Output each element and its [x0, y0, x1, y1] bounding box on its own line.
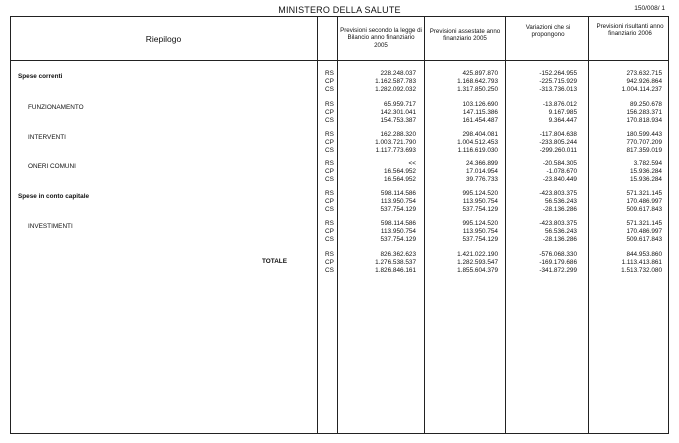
row-codes	[325, 101, 334, 124]
value-column-2	[428, 70, 498, 93]
row-label-spese-correnti: Spese correnti	[18, 73, 63, 80]
cell-value: 1.162.587.783	[375, 77, 416, 85]
cell-value: 154.753.387	[380, 116, 416, 124]
row-label-oneri-comuni: ONERI COMUNI	[28, 163, 76, 170]
cell-value: -576.068.330	[539, 251, 577, 258]
code-rs: RS	[325, 160, 334, 167]
cell-value: 1.317.850.250	[457, 85, 498, 93]
value-column-4	[592, 131, 662, 154]
cell-value: 1.282.593.547	[457, 258, 498, 266]
cell-value: -423.803.375	[539, 190, 577, 197]
row-label-totale: TOTALE	[262, 258, 287, 265]
code-rs: RS	[325, 251, 334, 258]
code-rs: RS	[325, 101, 334, 108]
cell-value: 537.754.129	[462, 235, 498, 243]
value-column-3	[507, 160, 577, 183]
cell-value: 995.124.520	[462, 220, 498, 227]
cell-value: 571.321.145	[626, 220, 662, 227]
cell-value: 3.782.594	[633, 160, 662, 167]
cell-value: 113.950.754	[462, 197, 498, 205]
table-row	[10, 251, 669, 275]
cell-value: 537.754.129	[380, 235, 416, 243]
cell-value: 156.283.371	[626, 108, 662, 116]
value-column-2	[428, 160, 498, 183]
cell-value: 598.114.586	[380, 220, 416, 227]
cell-value: 942.926.864	[626, 77, 662, 85]
code-cs: CS	[325, 235, 334, 243]
code-cp: CP	[325, 167, 334, 175]
row-label-interventi: INTERVENTI	[28, 134, 66, 141]
row-codes	[325, 220, 334, 243]
cell-value: 56.536.243	[545, 197, 577, 205]
cell-value: 770.707.209	[626, 138, 662, 146]
col-header-assestate-2005: Previsioni assestate anno finanziario 2005	[429, 28, 501, 43]
cell-value: 16.564.952	[384, 175, 416, 183]
value-column-3	[507, 220, 577, 243]
cell-value: 1.513.732.080	[621, 266, 662, 274]
cell-value: 170.486.997	[626, 227, 662, 235]
value-column-1	[346, 131, 416, 154]
value-column-1	[346, 251, 416, 274]
value-column-2	[428, 131, 498, 154]
cell-value: -313.736.013	[539, 85, 577, 93]
value-column-4	[592, 160, 662, 183]
value-column-4	[592, 190, 662, 213]
cell-value: 509.617.843	[626, 235, 662, 243]
cell-value: 180.599.443	[626, 131, 662, 138]
cell-value: 1.116.619.030	[457, 146, 498, 154]
cell-value: -233.805.244	[539, 138, 577, 146]
cell-value: -341.872.299	[539, 266, 577, 274]
code-cs: CS	[325, 205, 334, 213]
value-column-2	[428, 220, 498, 243]
cell-value: -423.803.375	[539, 220, 577, 227]
code-cs: CS	[325, 85, 334, 93]
cell-value: 161.454.487	[462, 116, 498, 124]
cell-value: 995.124.520	[462, 190, 498, 197]
code-rs: RS	[325, 220, 334, 227]
cell-value: -169.179.686	[539, 258, 577, 266]
value-column-2	[428, 251, 498, 274]
col-header-risultanti-2006: Previsioni risultanti anno finanziario 2006	[596, 23, 664, 38]
cell-value: 509.617.843	[626, 205, 662, 213]
code-cs: CS	[325, 175, 334, 183]
cell-value: 9.364.447	[548, 116, 577, 124]
cell-value: 537.754.129	[380, 205, 416, 213]
riepilogo-header: Riepilogo	[145, 34, 182, 44]
table-row	[10, 220, 669, 244]
cell-value: -28.136.286	[542, 235, 577, 243]
cell-value: 298.404.081	[462, 131, 498, 138]
cell-value: 9.167.985	[548, 108, 577, 116]
cell-value: -28.136.286	[542, 205, 577, 213]
cell-value: 113.950.754	[380, 227, 416, 235]
cell-value: 56.536.243	[545, 227, 577, 235]
cell-value: 113.950.754	[462, 227, 498, 235]
code-cs: CS	[325, 146, 334, 154]
page-reference: 150/008/ 1	[634, 5, 665, 12]
table-row	[10, 101, 669, 125]
cell-value: 89.250.678	[630, 101, 662, 108]
cell-value: 1.003.721.790	[375, 138, 416, 146]
cell-value: -20.584.305	[542, 160, 577, 167]
row-codes	[325, 190, 334, 213]
cell-value: 571.321.145	[626, 190, 662, 197]
table-row	[10, 160, 669, 184]
cell-value: 142.301.041	[380, 108, 416, 116]
cell-value: 103.126.690	[462, 101, 498, 108]
cell-value: <<	[408, 160, 416, 167]
cell-value: 1.168.642.793	[457, 77, 498, 85]
code-cp: CP	[325, 108, 334, 116]
value-column-1	[346, 220, 416, 243]
value-column-3	[507, 101, 577, 124]
value-column-4	[592, 101, 662, 124]
cell-value: -23.840.449	[542, 175, 577, 183]
cell-value: 1.004.114.237	[621, 85, 662, 93]
code-cp: CP	[325, 258, 334, 266]
cell-value: 1.117.773.693	[375, 146, 416, 154]
code-rs: RS	[325, 190, 334, 197]
cell-value: 65.959.717	[384, 101, 416, 108]
col-header-variazioni: Variazioni che si propongono	[525, 24, 571, 39]
cell-value: 15.936.284	[630, 175, 662, 183]
cell-value: 39.776.733	[466, 175, 498, 183]
row-codes	[325, 70, 334, 93]
cell-value: 16.564.952	[384, 167, 416, 175]
row-label-investimenti: INVESTIMENTI	[28, 223, 73, 230]
cell-value: 1.282.092.032	[375, 85, 416, 93]
value-column-1	[346, 70, 416, 93]
cell-value: 817.359.019	[626, 146, 662, 154]
cell-value: -1.078.670	[546, 167, 577, 175]
cell-value: 1.276.538.537	[375, 258, 416, 266]
cell-value: 170.818.934	[626, 116, 662, 124]
code-cp: CP	[325, 77, 334, 85]
cell-value: 147.115.386	[462, 108, 498, 116]
cell-value: 162.288.320	[380, 131, 416, 138]
cell-value: -13.876.012	[542, 101, 577, 108]
table-row	[10, 131, 669, 155]
col-header-bilancio-2005: Previsioni secondo la legge di Bilancio anno finanziario 2005	[340, 27, 422, 49]
cell-value: 1.421.022.190	[457, 251, 498, 258]
code-cs: CS	[325, 266, 334, 274]
value-column-1	[346, 160, 416, 183]
code-rs: RS	[325, 131, 334, 138]
header-divider	[10, 60, 669, 61]
cell-value: -117.804.638	[539, 131, 577, 138]
cell-value: 113.950.754	[380, 197, 416, 205]
value-column-3	[507, 251, 577, 274]
cell-value: -152.264.955	[539, 70, 577, 77]
cell-value: 273.632.715	[626, 70, 662, 77]
value-column-3	[507, 190, 577, 213]
cell-value: 598.114.586	[380, 190, 416, 197]
value-column-2	[428, 190, 498, 213]
value-column-3	[507, 70, 577, 93]
value-column-4	[592, 70, 662, 93]
value-column-1	[346, 101, 416, 124]
cell-value: -225.715.929	[539, 77, 577, 85]
cell-value: 1.855.604.379	[457, 266, 498, 274]
row-label-spese-conto-capitale: Spese in conto capitale	[18, 193, 90, 200]
cell-value: 844.953.860	[626, 251, 662, 258]
table-row	[10, 190, 669, 214]
value-column-4	[592, 220, 662, 243]
cell-value: 15.936.284	[630, 167, 662, 175]
cell-value: 425.897.870	[462, 70, 498, 77]
code-cp: CP	[325, 227, 334, 235]
cell-value: 24.366.899	[466, 160, 498, 167]
cell-value: 1.004.512.453	[457, 138, 498, 146]
row-codes	[325, 251, 334, 274]
cell-value: -299.260.011	[539, 146, 577, 154]
value-column-4	[592, 251, 662, 274]
code-rs: RS	[325, 70, 334, 77]
cell-value: 170.486.997	[626, 197, 662, 205]
code-cs: CS	[325, 116, 334, 124]
row-codes	[325, 131, 334, 154]
document-title: MINISTERO DELLA SALUTE	[278, 5, 401, 15]
cell-value: 1.826.846.161	[375, 266, 416, 274]
row-codes	[325, 160, 334, 183]
cell-value: 17.014.954	[466, 167, 498, 175]
cell-value: 228.248.037	[380, 70, 416, 77]
code-cp: CP	[325, 197, 334, 205]
value-column-2	[428, 101, 498, 124]
value-column-1	[346, 190, 416, 213]
cell-value: 537.754.129	[462, 205, 498, 213]
cell-value: 826.362.623	[380, 251, 416, 258]
table-row	[10, 70, 669, 94]
cell-value: 1.113.413.861	[621, 258, 662, 266]
row-label-funzionamento: FUNZIONAMENTO	[28, 104, 84, 111]
code-cp: CP	[325, 138, 334, 146]
value-column-3	[507, 131, 577, 154]
